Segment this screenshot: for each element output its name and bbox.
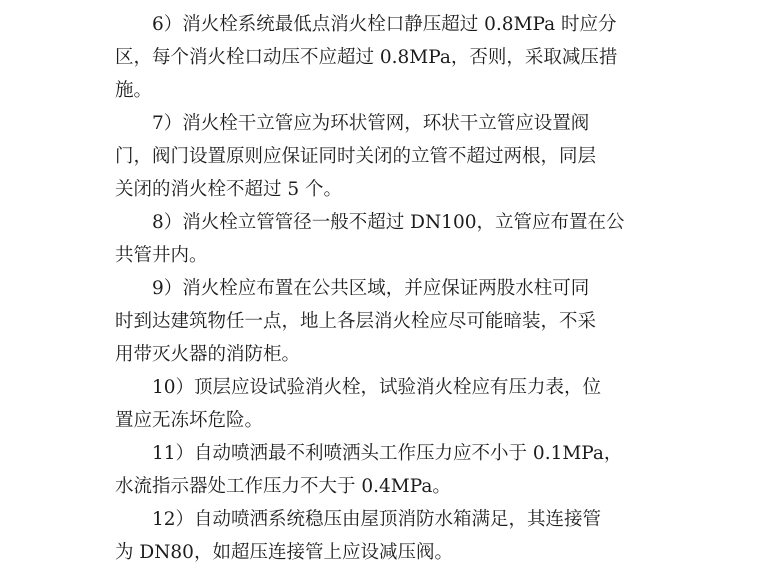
- clause-9-line-1: 9）消火栓应布置在公共区域，并应保证两股水柱可同: [152, 278, 590, 299]
- clause-11-line-1: 11）自动喷洒最不利喷洒头工作压力应不小于 0.1MPa，: [152, 443, 623, 464]
- clause-10-line-1: 10）顶层应设试验消火栓，试验消火栓应有压力表，位: [152, 377, 602, 398]
- clause-6-line-3: 施。: [115, 80, 153, 101]
- clause-10-line-2: 置应无冻坏危险。: [115, 410, 264, 431]
- clause-7-line-3: 关闭的消火栓不超过 5 个。: [115, 179, 343, 200]
- clause-6-line-2: 区，每个消火栓口动压不应超过 0.8MPa，否则，采取减压措: [115, 47, 618, 68]
- clause-7-line-1: 7）消火栓干立管应为环状管网，环状干立管应设置阀: [152, 113, 590, 134]
- clause-9-line-2: 时到达建筑物任一点，地上各层消火栓应尽可能暗装，不采: [115, 311, 597, 332]
- clause-9-line-3: 用带灭火器的消防柜。: [115, 344, 301, 365]
- clause-8-line-2: 共管井内。: [115, 245, 208, 266]
- clause-12-line-2: 为 DN80，如超压连接管上应设减压阀。: [115, 542, 453, 563]
- clause-7-line-2: 门，阀门设置原则应保证同时关闭的立管不超过两根，同层: [115, 146, 597, 167]
- clause-6-line-1: 6）消火栓系统最低点消火栓口静压超过 0.8MPa 时应分: [152, 14, 617, 35]
- clause-11-line-2: 水流指示器处工作压力不大于 0.4MPa。: [115, 476, 451, 497]
- clause-8-line-1: 8）消火栓立管管径一般不超过 DN100，立管应布置在公: [152, 212, 625, 233]
- clause-12-line-1: 12）自动喷洒系统稳压由屋顶消防水箱满足，其连接管: [152, 509, 602, 530]
